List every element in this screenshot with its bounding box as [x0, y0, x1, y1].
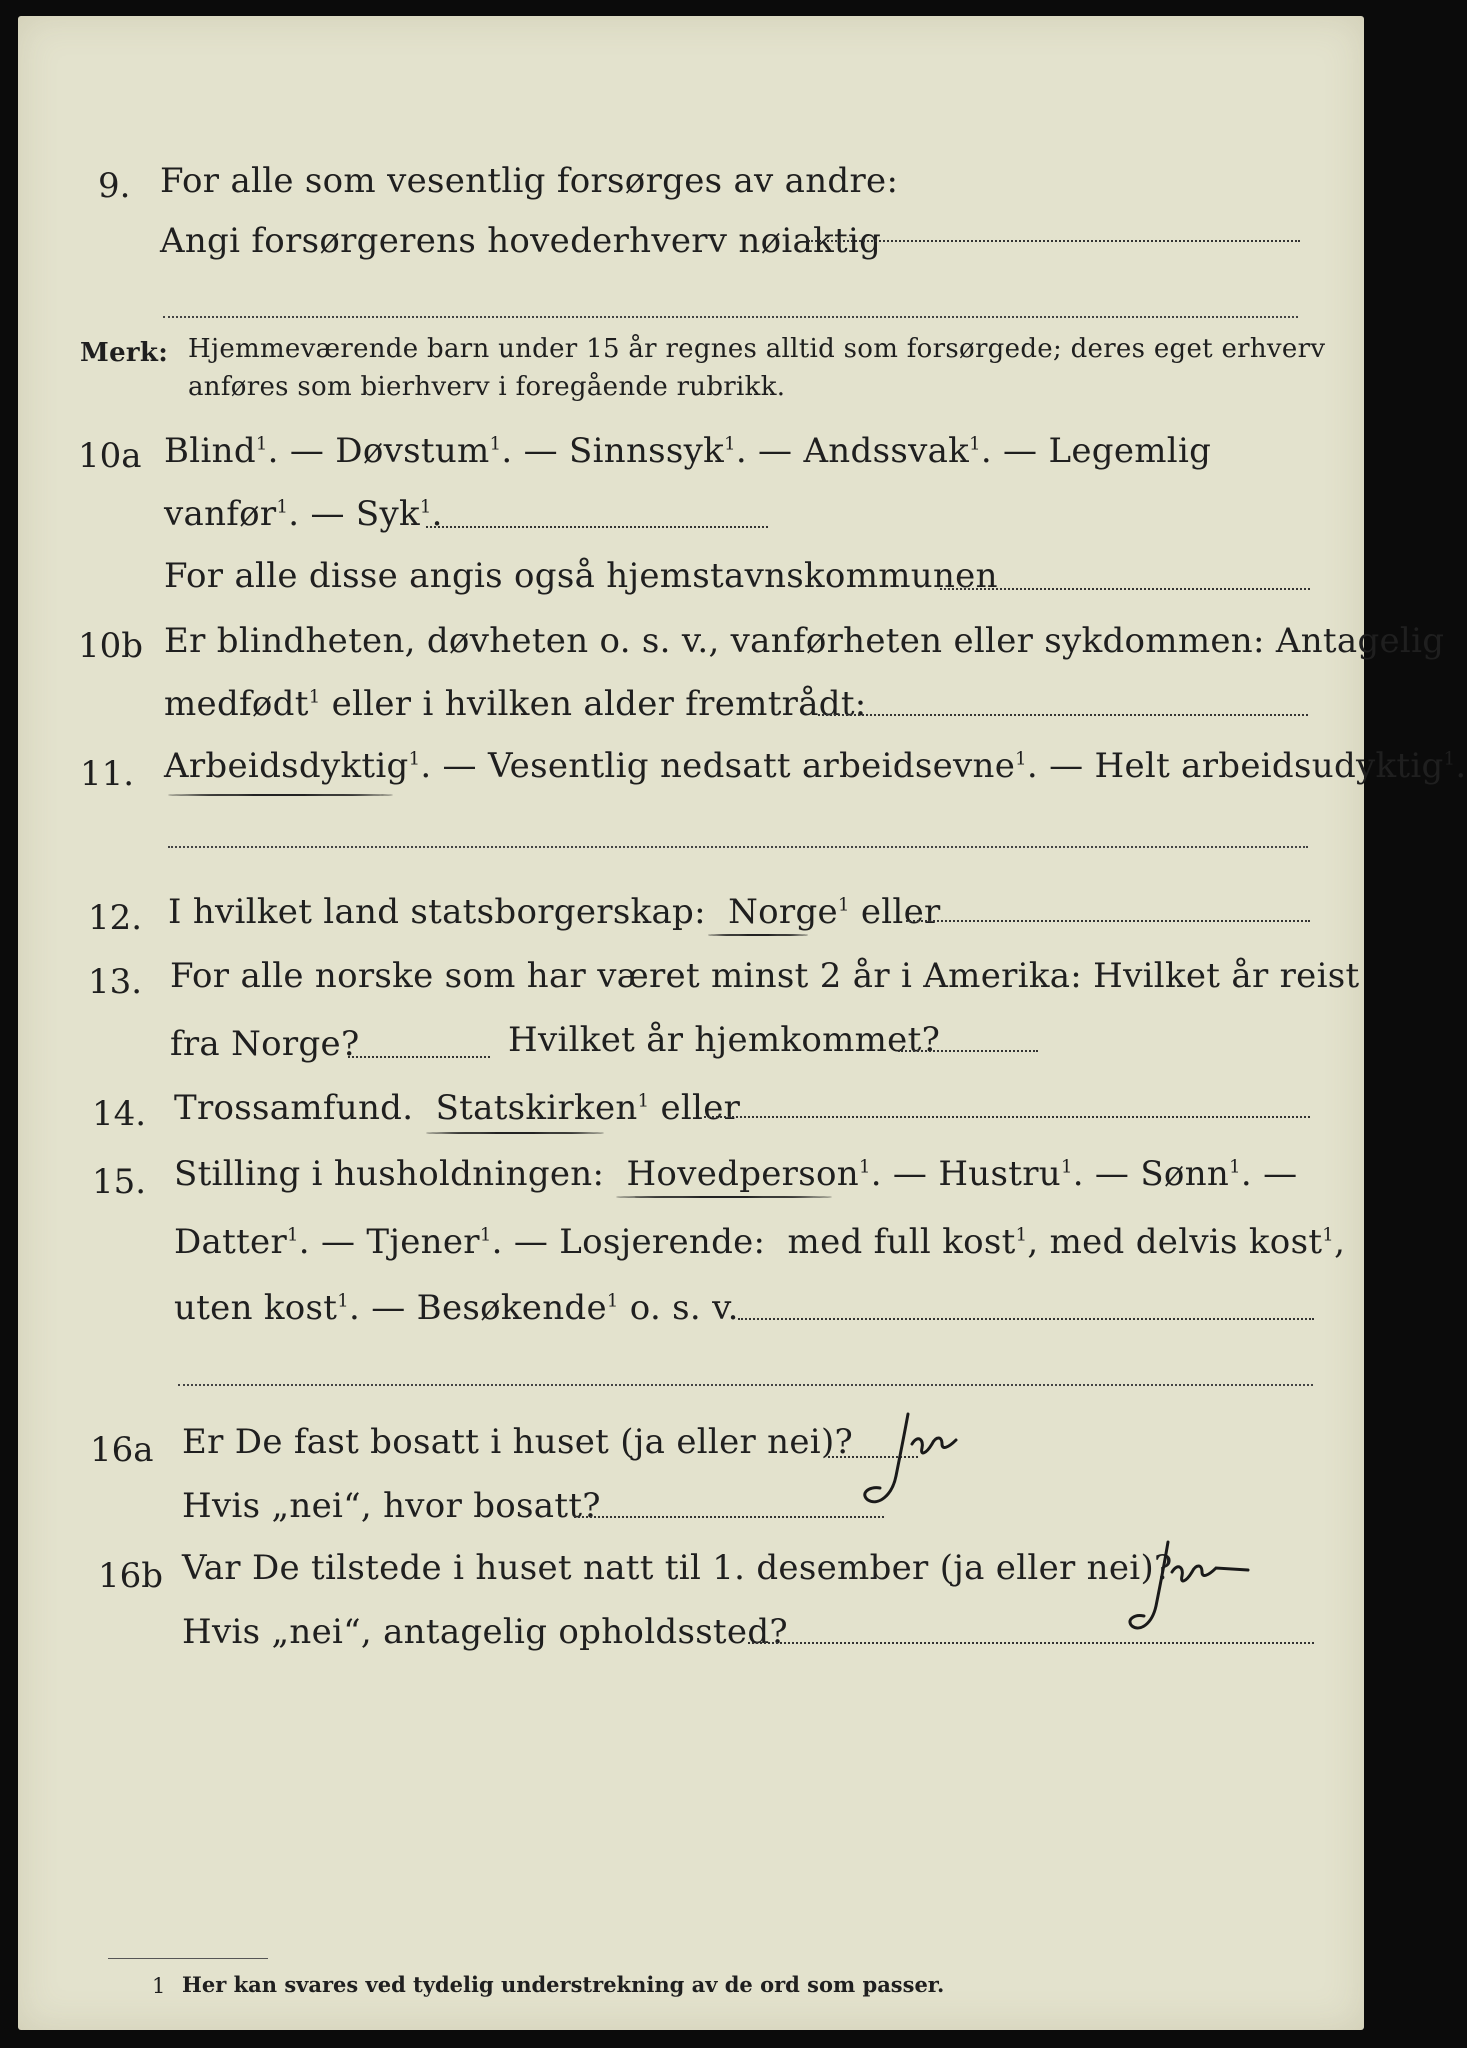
q16a-line1: Er De fast bosatt i huset (ja eller nei)?: [182, 1422, 854, 1462]
q15-underline-hovedperson: [616, 1196, 832, 1198]
q10b-line2: medfødt$^1$ eller i hvilken alder fremtrådt:: [164, 684, 867, 724]
q15-line2: Datter$^1$. — Tjener$^1$. — Losjerende: med full kost$^1$, med delvis kost$^1$,: [174, 1222, 1346, 1262]
form-page: [18, 16, 1467, 2030]
q10b-fill-line: [818, 714, 1308, 716]
q12-fill-line: [906, 920, 1310, 922]
footnote-rule: [108, 1958, 268, 1959]
footnote-mark: 1: [152, 1974, 166, 1998]
q13-line1: For alle norske som har været minst 2 år i Amerika: Hvilket år reist: [170, 956, 1360, 996]
q16a-line2: Hvis „nei“, hvor bosatt?: [182, 1486, 601, 1526]
q9-fill-line: [808, 240, 1300, 242]
q13-hvilket: Hvilket år hjemkommet?: [508, 1020, 941, 1060]
q9-line1: For alle som vesentlig forsørges av andre:: [160, 161, 899, 201]
footnote-text: Her kan svares ved tydelig understrekning av de ord som passer.: [182, 1972, 945, 1997]
q13-fra: fra Norge?: [170, 1024, 360, 1064]
q15-fill-line-2: [178, 1384, 1313, 1386]
q15-fill-line: [738, 1318, 1314, 1320]
q14-underline-statskirken: [426, 1132, 604, 1134]
q13-number: 13.: [88, 962, 143, 1002]
q13-fra-fill: [348, 1056, 490, 1058]
q11-number: 11.: [80, 754, 135, 794]
q11-fill-line: [168, 846, 1308, 848]
q10a-line1: Blind$^1$. — Døvstum$^1$. — Sinnssyk$^1$. — Andssvak$^1$. — Legemlig: [164, 431, 1212, 471]
q10b-number: 10b: [78, 626, 144, 666]
q10b-line1: Er blindheten, døvheten o. s. v., vanførheten eller sykdommen: Antagelig: [164, 621, 1445, 661]
q10a-line3: For alle disse angis også hjemstavnskommunen: [164, 556, 998, 596]
q16a-number: 16a: [90, 1430, 154, 1470]
q10a-syk-fill: [426, 526, 768, 528]
merk-line1: Hjemmeværende barn under 15 år regnes alltid som forsørgede; deres eget erhverv: [188, 334, 1326, 364]
q12-number: 12.: [88, 898, 143, 938]
q16a-handwritten-answer: [838, 1396, 1018, 1516]
q16b-fill-line: [748, 1642, 1314, 1644]
q10a-fill-line: [940, 588, 1310, 590]
q9-number: 9.: [98, 166, 131, 206]
q16b-handwritten-answer: [1108, 1532, 1308, 1642]
q10a-line2: vanfør$^1$. — Syk$^1$.: [164, 494, 443, 534]
q15-line3: uten kost$^1$. — Besøkende$^1$ o. s. v.: [174, 1288, 739, 1328]
q9-line2: Angi forsørgerens hovederhverv nøiaktig: [160, 221, 882, 261]
q12-line: I hvilket land statsborgerskap: Norge$^1$ eller: [168, 892, 941, 932]
q16b-line1: Var De tilstede i huset natt til 1. desember (ja eller nei)?: [182, 1548, 1173, 1588]
q15-number: 15.: [92, 1162, 147, 1202]
merk-line2: anføres som bierhverv i foregående rubrikk.: [188, 372, 786, 402]
q14-line: Trossamfund. Statskirken$^1$ eller: [174, 1088, 741, 1128]
q11-underline-arbeidsdyktig: [168, 794, 393, 796]
q9-fill-line-2: [163, 316, 1298, 318]
q15-line1: Stilling i husholdningen: Hovedperson$^1$. — Hustru$^1$. — Sønn$^1$. —: [174, 1154, 1298, 1194]
q11-line: Arbeidsdyktig$^1$. — Vesentlig nedsatt arbeidsevne$^1$. — Helt arbeidsudyktig$^1$.: [164, 746, 1467, 786]
q16b-number: 16b: [98, 1556, 164, 1596]
q10a-number: 10a: [78, 436, 142, 476]
q13-hjemkommet-fill: [898, 1050, 1038, 1052]
q14-fill-line: [704, 1116, 1310, 1118]
q14-number: 14.: [92, 1094, 147, 1134]
merk-label: Merk:: [80, 338, 169, 368]
q16b-line2: Hvis „nei“, antagelig opholdssted?: [182, 1612, 788, 1652]
q16a-bosatt-fill: [574, 1516, 884, 1518]
q12-underline-norge: [708, 934, 808, 936]
